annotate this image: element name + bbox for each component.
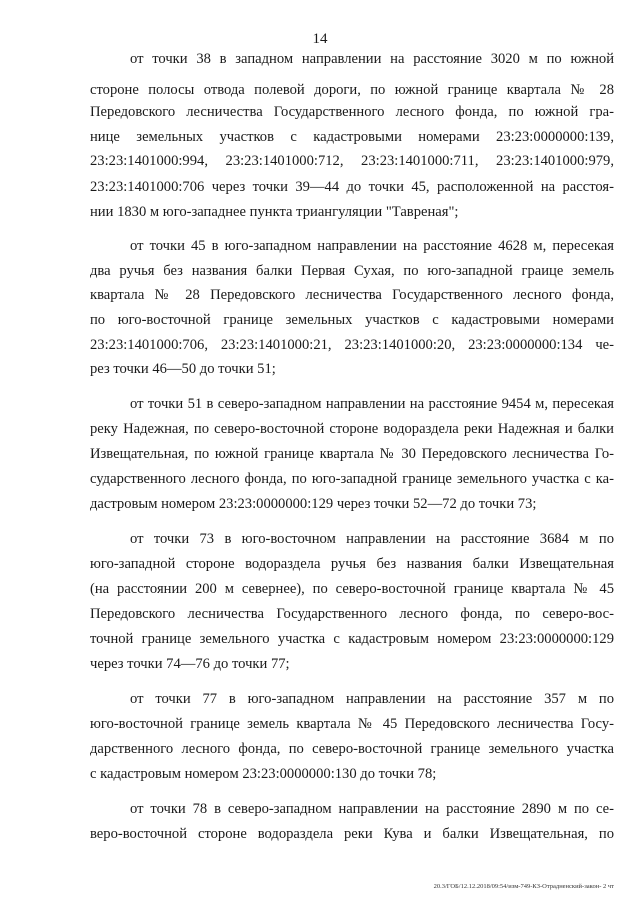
- paragraph-3-line-3: Извещательная, по южной границе квартала № 30 Передовского лесничества Го-: [90, 446, 614, 462]
- paragraph-2-line-4: по юго-восточной границе земельных участков с кадастровыми номерами: [90, 312, 614, 328]
- document-footer-stamp: 20.3/ГОБ/12.12.2018/09:54/изм-749-КЗ-Отрадненский-закон- 2 чт: [433, 883, 614, 890]
- paragraph-2-line-5: 23:23:1401000:706, 23:23:1401000:21, 23:23:1401000:20, 23:23:0000000:134 че-: [90, 337, 614, 353]
- paragraph-2-line-6: рез точки 46—50 до точки 51;: [90, 361, 276, 377]
- paragraph-4-line-1: от точки 73 в юго-восточном направлении на расстояние 3684 м по: [130, 531, 614, 547]
- paragraph-1-line-1: от точки 38 в западном направлении на расстояние 3020 м по южной: [130, 51, 614, 67]
- paragraph-5-line-2: юго-восточной границе земель квартала № 45 Передовского лесничества Госу-: [90, 716, 614, 732]
- paragraph-3-line-2: реку Надежная, по северо-восточной стороне водораздела реки Надежная и балки: [90, 421, 614, 437]
- paragraph-4-line-3: (на расстоянии 200 м севернее), по северо-восточной границе квартала № 45: [90, 581, 614, 597]
- paragraph-3-line-5: дастровым номером 23:23:0000000:129 через точки 52—72 до точки 73;: [90, 496, 537, 512]
- paragraph-4-line-2: юго-западной стороне водораздела ручья без названия балки Извещательная: [90, 556, 614, 572]
- paragraph-4-line-5: точной границе земельного участка с кадастровым номером 23:23:0000000:129: [90, 631, 614, 647]
- paragraph-2-line-1: от точки 45 в юго-западном направлении на расстояние 4628 м, пересекая: [130, 238, 614, 254]
- page-number: 14: [312, 31, 328, 47]
- paragraph-3-line-4: сударственного лесного фонда, по юго-западной границе земельного участка с ка-: [90, 471, 614, 487]
- paragraph-1-line-7: нии 1830 м юго-западнее пункта триангуляции "Тавреная";: [90, 204, 459, 220]
- paragraph-5-line-1: от точки 77 в юго-западном направлении на расстояние 357 м по: [130, 691, 614, 707]
- paragraph-1-line-5: 23:23:1401000:994, 23:23:1401000:712, 23:23:1401000:711, 23:23:1401000:979,: [90, 153, 614, 169]
- paragraph-1-line-2: стороне полосы отвода полевой дороги, по южной границе квартала № 28: [90, 82, 614, 98]
- paragraph-1-line-6: 23:23:1401000:706 через точки 39—44 до точки 45, расположенной на расстоя-: [90, 179, 614, 195]
- paragraph-2-line-2: два ручья без названия балки Первая Сухая, по юго-западной граице земель: [90, 263, 614, 279]
- paragraph-3-line-1: от точки 51 в северо-западном направлении на расстояние 9454 м, пересекая: [130, 396, 614, 412]
- paragraph-4-line-6: через точки 74—76 до точки 77;: [90, 656, 290, 672]
- paragraph-6-line-2: веро-восточной стороне водораздела реки Кува и балки Извещательная, по: [90, 826, 614, 842]
- paragraph-1-line-4: нице земельных участков с кадастровыми номерами 23:23:0000000:139,: [90, 129, 614, 145]
- paragraph-5-line-4: с кадастровым номером 23:23:0000000:130 до точки 78;: [90, 766, 437, 782]
- paragraph-5-line-3: дарственного лесного фонда, по северо-восточной границе земельного участка: [90, 741, 614, 757]
- paragraph-2-line-3: квартала № 28 Передовского лесничества Государственного лесного фонда,: [90, 287, 614, 303]
- paragraph-4-line-4: Передовского лесничества Государственного лесного фонда, по северо-вос-: [90, 606, 614, 622]
- paragraph-6-line-1: от точки 78 в северо-западном направлении на расстояние 2890 м по се-: [130, 801, 614, 817]
- paragraph-1-line-3: Передовского лесничества Государственного лесного фонда, по южной гра-: [90, 104, 614, 120]
